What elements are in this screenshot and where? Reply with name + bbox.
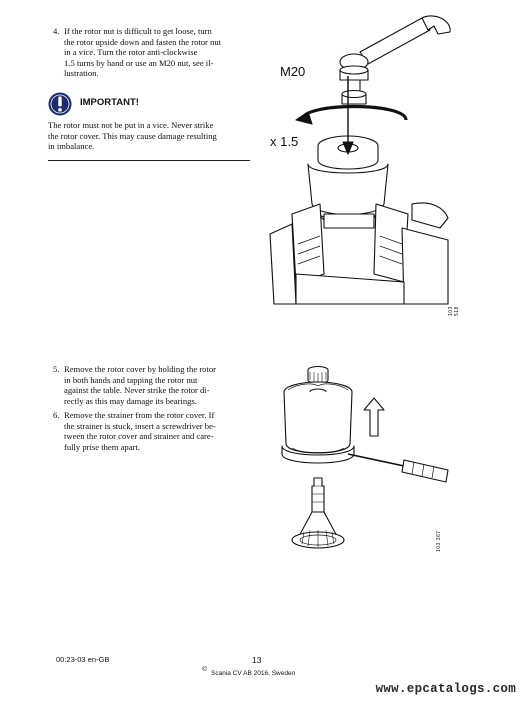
step-line: tween the rotor cover and strainer and care- [64,431,214,442]
important-line: in imbalance. [48,141,95,152]
important-text [48,120,250,152]
step-6 [53,410,254,452]
page-number: 13 [252,655,262,665]
important-title: IMPORTANT! [80,97,139,108]
figure-code: 103 367 [436,530,442,552]
step-number: 5. [53,364,60,374]
step-line: against the table. Never strike the rotor di- [64,385,210,396]
label-m20: M20 [280,64,306,79]
step-line: in a vice. Turn the rotor anti-clockwise [64,47,198,58]
figure-rotor-cover-strainer [268,362,458,562]
step-line: the rotor upside down and fasten the rotor nut [64,36,222,47]
exclamation-circle-icon [48,92,72,116]
step-line: fully prise them apart. [64,441,140,452]
step-line: If the rotor nut is difficult to get loose, turn [64,26,212,36]
step-line: rectly as this may damage its bearings. [64,395,197,406]
step-line: the strainer is stuck, insert a screwdriver be- [64,420,216,431]
figure-code: 103 518 [448,306,460,316]
step-5 [53,364,254,406]
step-line: in both hands and tapping the rotor nut [64,374,198,385]
step-number: 6. [53,410,60,420]
step-line: lustration. [64,68,99,79]
step-number: 4. [53,26,60,36]
rotor-in-vice-illustration [262,14,462,314]
step-line: Remove the rotor cover by holding the rotor [64,364,217,374]
watermark: www.epcatalogs.com [375,682,516,696]
step-line: Remove the strainer from the rotor cover. If [64,410,215,420]
important-line: The rotor must not be put in a vice. Never strike [48,120,214,130]
rotor-cover-strainer-illustration [268,362,458,562]
important-line: the rotor cover. This may cause damage resulting [48,130,217,141]
label-turns: x 1.5 [270,134,299,149]
step-4 [53,26,254,79]
copyright-symbol: © [202,666,207,673]
copyright-text: Scania CV AB 2016, Sweden [211,670,296,677]
step-line: 1.5 turns by hand or use an M20 nut, see il- [64,57,214,68]
figure-rotor-in-vice [262,14,462,314]
document-code: 00:23-03 en-GB [56,655,110,664]
section-divider [48,160,250,161]
